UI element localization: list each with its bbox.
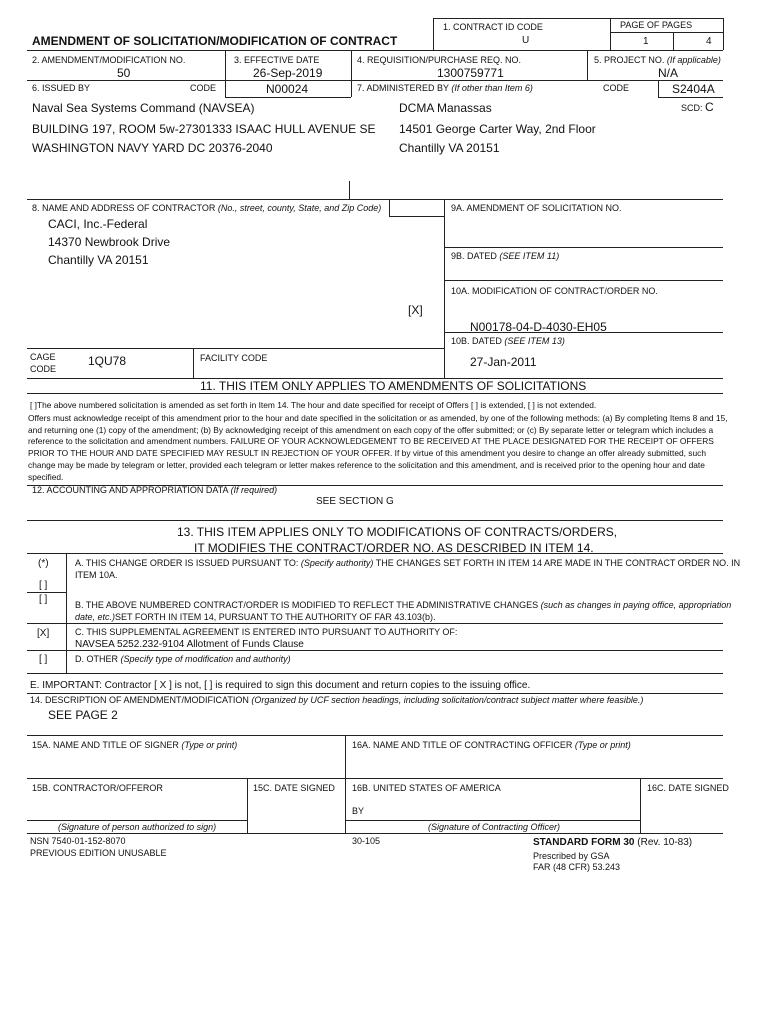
dated-10b-value[interactable]: 27-Jan-2011 bbox=[470, 355, 537, 369]
item-13b-text: B. THE ABOVE NUMBERED CONTRACT/ORDER IS MODIFIED TO REFLECT THE ADMINISTRATIVE CHANGES (such as changes in paying office, appropriation bbox=[75, 600, 732, 610]
signer-name-label: 15A. NAME AND TITLE OF SIGNER (Type or print) bbox=[32, 740, 238, 750]
contractor-label: 8. NAME AND ADDRESS OF CONTRACTOR (No., street, county, State, and Zip Code) bbox=[32, 203, 382, 213]
facility-code-label: FACILITY CODE bbox=[200, 353, 268, 363]
project-no-value[interactable]: N/A bbox=[658, 66, 679, 80]
item-13-star: (*) bbox=[38, 558, 49, 569]
important-notice: E. IMPORTANT: Contractor [ X ] is not, [ ] is required to sign this document and return copies to the issuing office. bbox=[30, 680, 531, 691]
checkbox-13d[interactable]: [ ] bbox=[39, 654, 48, 665]
cage-label-2: CODE bbox=[30, 364, 57, 374]
issued-code-label: CODE bbox=[190, 83, 217, 93]
officer-date-label: 16C. DATE SIGNED bbox=[647, 783, 729, 793]
form-code: 30-105 bbox=[352, 836, 381, 846]
contractor-line-3: Chantilly VA 20151 bbox=[48, 253, 149, 267]
cage-code-value[interactable]: 1QU78 bbox=[88, 354, 127, 368]
standard-form: STANDARD FORM 30 (Rev. 10-83) bbox=[533, 837, 693, 848]
cage-label-1: CAGE bbox=[30, 352, 56, 362]
modification-checkbox[interactable]: [X] bbox=[408, 303, 423, 317]
contract-id-label: 1. CONTRACT ID CODE bbox=[443, 22, 543, 32]
item-11-line: [ ]The above numbered solicitation is amended as set forth in Item 14. The hour and date specified for receipt of Offers [ ] is extended, [ ] is not extended. bbox=[30, 400, 597, 410]
officer-name-label: 16A. NAME AND TITLE OF CONTRACTING OFFICER (Type or print) bbox=[352, 740, 631, 750]
item-13b-text-2: date, etc.)SET FORTH IN ITEM 14, PURSUANT TO THE AUTHORITY OF FAR 43.103(b). bbox=[75, 612, 436, 622]
usa-label: 16B. UNITED STATES OF AMERICA bbox=[352, 783, 501, 793]
previous-edition: PREVIOUS EDITION UNUSABLE bbox=[30, 848, 167, 858]
item-13c-value[interactable]: NAVSEA 5252.232-9104 Allotment of Funds Clause bbox=[75, 639, 304, 650]
admin-line-1: DCMA Manassas bbox=[399, 101, 492, 115]
item-13c-text: C. THIS SUPPLEMENTAL AGREEMENT IS ENTERED INTO PURSUANT TO AUTHORITY OF: bbox=[75, 627, 458, 637]
issued-code-value[interactable]: N00024 bbox=[266, 82, 309, 96]
contractor-line-2: 14370 Newbrook Drive bbox=[48, 235, 171, 249]
effective-date-label: 3. EFFECTIVE DATE bbox=[234, 55, 320, 65]
effective-date-value[interactable]: 26-Sep-2019 bbox=[253, 66, 323, 80]
prescribed-by: Prescribed by GSA bbox=[533, 851, 610, 861]
item-11-title: 11. THIS ITEM ONLY APPLIES TO AMENDMENTS OF SOLICITATIONS bbox=[200, 379, 587, 393]
far-reference: FAR (48 CFR) 53.243 bbox=[533, 862, 621, 872]
issuer-line-2: BUILDING 197, ROOM 5w-27301333 ISAAC HULL AVENUE SE bbox=[32, 122, 376, 136]
scd-field: SCD: C bbox=[681, 100, 714, 114]
officer-signature-caption: (Signature of Contracting Officer) bbox=[428, 822, 561, 832]
modification-no-value[interactable]: N00178-04-D-4030-EH05 bbox=[470, 320, 607, 334]
issuer-line-3: WASHINGTON NAVY YARD DC 20376-2040 bbox=[32, 141, 273, 155]
admin-line-2: 14501 George Carter Way, 2nd Floor bbox=[399, 122, 596, 136]
checkbox-13a[interactable]: [ ] bbox=[39, 580, 48, 591]
item-13d-text: D. OTHER (Specify type of modification and authority) bbox=[75, 654, 291, 664]
total-pages: 4 bbox=[706, 36, 712, 47]
modification-no-label: 10A. MODIFICATION OF CONTRACT/ORDER NO. bbox=[451, 286, 658, 296]
page-of-pages-label: PAGE OF PAGES bbox=[620, 20, 693, 30]
admin-code-label: CODE bbox=[603, 83, 630, 93]
administered-by-label: 7. ADMINISTERED BY (If other than Item 6) bbox=[357, 83, 533, 93]
form-title: AMENDMENT OF SOLICITATION/MODIFICATION OF CONTRACT bbox=[32, 34, 398, 48]
contractor-line-1: CACI, Inc.-Federal bbox=[48, 217, 148, 231]
page-number: 1 bbox=[643, 36, 649, 47]
accounting-label: 12. ACCOUNTING AND APPROPRIATION DATA (If required) bbox=[32, 485, 278, 495]
requisition-value[interactable]: 1300759771 bbox=[437, 66, 504, 80]
item-13a-text: A. THIS CHANGE ORDER IS ISSUED PURSUANT TO: (Specify authority) THE CHANGES SET FORTH IN ITEM 14 ARE MADE IN THE CONTRACT ORDER NO. IN bbox=[75, 558, 741, 568]
checkbox-13b[interactable]: [ ] bbox=[39, 594, 48, 605]
amendment-no-value[interactable]: 50 bbox=[117, 66, 131, 80]
admin-code-value[interactable]: S2404A bbox=[672, 82, 715, 96]
accounting-value[interactable]: SEE SECTION G bbox=[316, 496, 394, 507]
item-13-title-2: IT MODIFIES THE CONTRACT/ORDER NO. AS DESCRIBED IN ITEM 14. bbox=[194, 541, 594, 555]
checkbox-13c[interactable]: [X] bbox=[37, 628, 50, 639]
requisition-label: 4. REQUISITION/PURCHASE REQ. NO. bbox=[357, 55, 522, 65]
item-13-title-1: 13. THIS ITEM APPLIES ONLY TO MODIFICATIONS OF CONTRACTS/ORDERS, bbox=[177, 525, 618, 539]
nsn-number: NSN 7540-01-152-8070 bbox=[30, 836, 126, 846]
dated-10b-label: 10B. DATED (SEE ITEM 13) bbox=[451, 336, 565, 346]
item-11-paragraph: Offers must acknowledge receipt of this amendment prior to the hour and date specified in the solicitation or as amended, by one of the following methods: (a) By completing Items 8 and 15, and returning one (1) copy of the amendment; (b) By acknowledging receipt of this amendment on each copy of the offer submitted; or (c) By separate letter or telegram which includes a reference to the solicitation and amendment numbers. FAILURE OF YOUR ACKNOWLEDGEMENT TO BE RECEIVED AT THE PLACE DESIGNATED FOR THE RECEIPT OF OFFERS PRIOR TO THE HOUR AND DATE SPECIFIED MAY RESULT IN REJECTION OF YOUR OFFER. If by virtue of this amendment you desire to change an offer already submitted, such change may be made by telegram or letter, provided each telegram or letter makes reference to the solicitation and this amendment, and is received prior to the opening hour and date specified. bbox=[28, 413, 728, 482]
description-value[interactable]: SEE PAGE 2 bbox=[48, 708, 118, 722]
amendment-solicitation-label: 9A. AMENDMENT OF SOLICITATION NO. bbox=[451, 203, 622, 213]
dated-9b-label: 9B. DATED (SEE ITEM 11) bbox=[451, 251, 560, 261]
contractor-signature-caption: (Signature of person authorized to sign) bbox=[58, 822, 217, 832]
admin-line-3: Chantilly VA 20151 bbox=[399, 141, 500, 155]
issued-by-label: 6. ISSUED BY bbox=[32, 83, 91, 93]
contractor-offeror-label: 15B. CONTRACTOR/OFFEROR bbox=[32, 783, 163, 793]
by-label: BY bbox=[352, 806, 365, 816]
contractor-date-label: 15C. DATE SIGNED bbox=[253, 783, 335, 793]
amendment-no-label: 2. AMENDMENT/MODIFICATION NO. bbox=[32, 55, 186, 65]
issuer-line-1: Naval Sea Systems Command (NAVSEA) bbox=[32, 101, 255, 115]
description-label: 14. DESCRIPTION OF AMENDMENT/MODIFICATION (Organized by UCF section headings, including solicitation/contract subject matter where feasible.) bbox=[30, 695, 644, 705]
contract-id-value[interactable]: U bbox=[522, 35, 530, 46]
item-13a-text-2: ITEM 10A. bbox=[75, 570, 118, 580]
project-no-label: 5. PROJECT NO. (If applicable) bbox=[594, 55, 721, 65]
